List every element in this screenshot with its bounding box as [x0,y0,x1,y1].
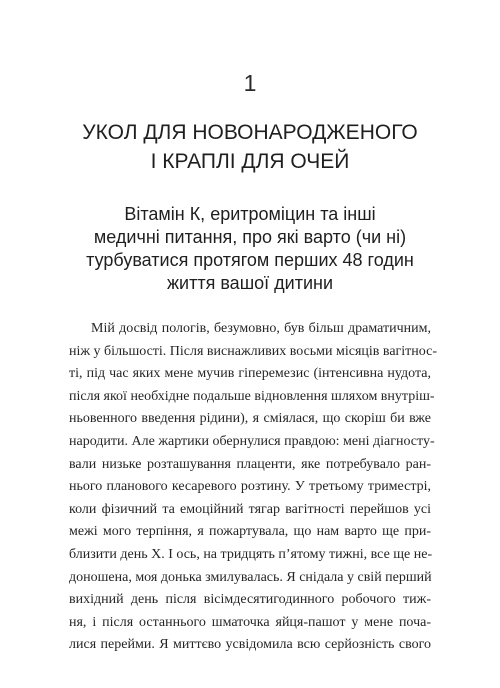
subtitle-line: Вітамін К, еритроміцин та інші [124,204,376,224]
body-line: доношена, моя донька змилувалась. Я снідала у свій перший [69,569,432,585]
subtitle-line: життя вашої дитини [166,273,333,293]
body-line: народити. Але жартики обернулися правдою: мені діагносту- [69,433,435,449]
body-line: лися перейми. Я миттєво усвідомила всю серйозність свого [69,637,431,653]
body-line: Мій досвід пологів, безумовно, був більш драматичним, [91,321,431,336]
chapter-subtitle [40,203,460,295]
body-line: коли фізичний та емоційний тягар вагітності перейшов усі [69,501,431,517]
chapter-title [40,118,460,176]
body-line: вихідний день після вісімдесятигодинного робочого тиж- [69,592,431,608]
body-line: вали низьке розташування плаценти, яке потребувало ран- [69,456,431,472]
chapter-title-line: І КРАПЛІ ДЛЯ ОЧЕЙ [150,150,350,173]
body-line: близити день Х. І ось, на тридцять п’ятому тижні, все ще не- [69,546,433,562]
body-line: ніж у більшості. Після виснажливих восьми місяців вагітнос- [69,343,438,359]
body-paragraph [69,318,438,657]
subtitle-line: медичні питання, про які варто (чи ні) [93,227,407,247]
body-line: нього планового кесаревого розтину. У третьому триместрі, [69,479,431,495]
body-line: ньовенного введення рідини), я сміялася, що скоріш би вже [69,411,431,427]
body-line: ня, і після останнього шматочка яйця-пашот у мене почa- [69,614,431,630]
chapter-title-line: УКОЛ ДЛЯ НОВОНАРОДЖЕНОГО [82,121,418,144]
subtitle-line: турбуватися протягом перших 48 годин [86,250,414,270]
body-line: ті, під час яких мене мучив гіперемезис (інтенсивна нудота, [69,366,431,382]
body-line: після якої необхідне подальше відновлення шляхом внутріш- [69,388,435,404]
chapter-number: 1 [243,70,257,96]
body-line: межі мого терпіння, я пожартувала, що нам варто ще при- [69,524,431,540]
